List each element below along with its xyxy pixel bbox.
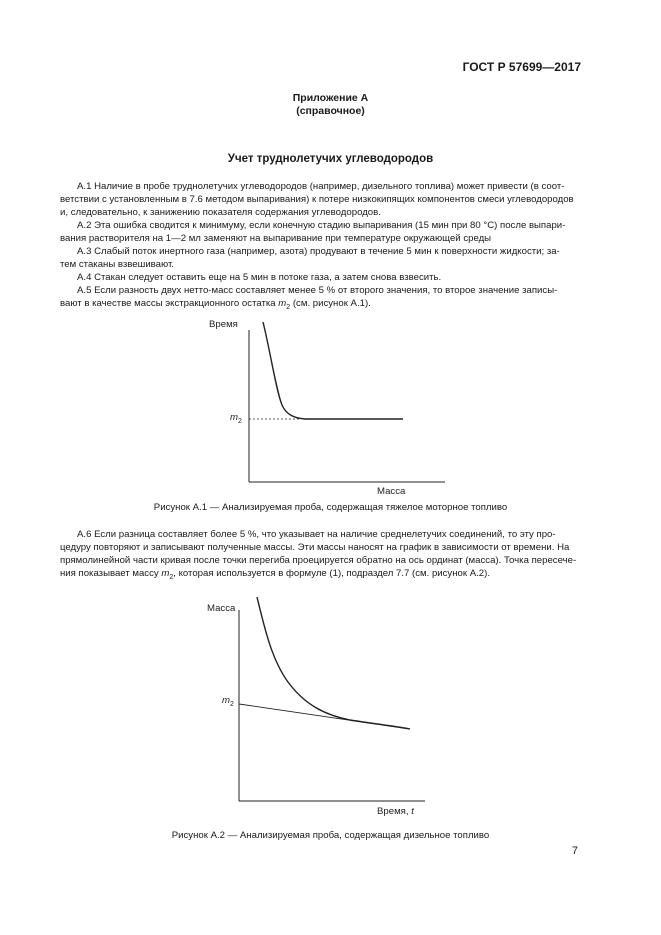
appendix-heading: [0, 92, 661, 118]
paragraph-a5-line1: А.5 Если разность двух нетто-масс составляет менее 5 % от второго значения, то второе значение записы-: [77, 285, 558, 296]
paragraph-a3-line2: тем стаканы взвешивают.: [60, 259, 174, 270]
figure-a1-y-label: Время: [209, 319, 238, 330]
figure-a1: [190, 310, 450, 500]
figure-a1-curve: [263, 322, 403, 419]
figure-a2-curve: [257, 597, 410, 729]
paragraph-a3-line1: А.3 Слабый поток инертного газа (например, азота) продувают в течение 5 мин к поверхности жидкости; за-: [77, 246, 560, 257]
paragraph-a6-line3: прямолинейной части кривая после точки перегиба проецируется обратно на ось ординат (масса). Точка пересече-: [60, 555, 577, 566]
paragraph-a2-line1: А.2 Эта ошибка сводится к минимуму, если конечную стадию выпаривания (15 мин при 80 °С) после выпари-: [77, 220, 566, 231]
section-title: Учет труднолетучих углеводородов: [227, 153, 434, 165]
figure-a2-caption: Рисунок А.2 — Анализируемая проба, содержащая дизельное топливо: [171, 830, 490, 841]
paragraph-a1-line3: и, следовательно, к занижению показателя содержания углеводородов.: [60, 207, 381, 218]
appendix-subtitle: (справочное): [296, 105, 365, 117]
paragraph-a6-line1: А.6 Если разница составляет более 5 %, что указывает на наличие среднелетучих соединений, то эту про-: [77, 529, 556, 540]
figure-a1-x-label: Масса: [377, 486, 406, 497]
paragraph-a4-line1: А.4 Стакан следует оставить еще на 5 мин в потоке газа, а затем снова взвесить.: [77, 272, 442, 283]
figure-a1-m2-label: $m_2$: [230, 412, 242, 425]
paragraph-a6-line2: цедуру повторяют и записывают полученные массы. Эти массы наносят на график в зависимости от времени. На: [60, 542, 570, 553]
figure-a2-x-label: Время, t: [377, 806, 414, 817]
page-number: 7: [571, 845, 578, 857]
standard-number: ГОСТ Р 57699—2017: [462, 60, 581, 74]
figure-a2-m2-label: $m_2$: [222, 695, 234, 708]
figure-a2-y-label: Масса: [207, 603, 236, 614]
appendix-title: Приложение А: [292, 92, 369, 104]
paragraph-a1-line1: А.1 Наличие в пробе труднолетучих углеводородов (например, дизельного топлива) может привести (в соот-: [77, 181, 565, 192]
paragraph-a6-line4: ния показывает массу $m_2$, которая используется в формуле (1), подраздел 7.7 (см. рисунок А.2).: [60, 568, 490, 581]
figure-a2-tangent-line: [239, 704, 410, 729]
figure-a2: [190, 590, 450, 825]
paragraph-a1-line2: ветствии с установленным в 7.6 методом выпаривания) к потере низкокипящих компонентов смеси углеводородов: [60, 194, 574, 205]
figure-a1-caption: Рисунок А.1 — Анализируемая проба, содержащая тяжелое моторное топливо: [153, 502, 508, 513]
paragraph-a2-line2: вания растворителя на 1—2 мл заменяют на выпаривание при температуре окружающей среды: [60, 233, 492, 244]
paragraph-a5-line2: вают в качестве массы экстракционного остатка $m_2$ (см. рисунок А.1).: [60, 298, 371, 311]
